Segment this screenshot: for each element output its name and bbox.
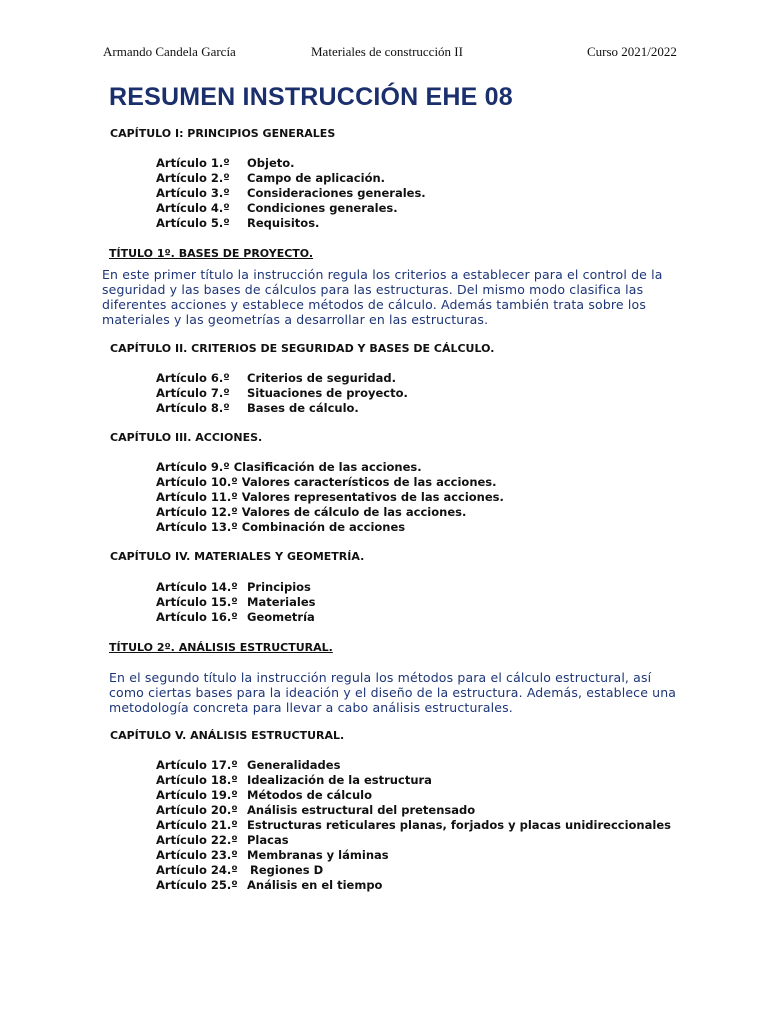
article-row [156,520,405,535]
article-title: Idealización de la estructura [247,773,432,787]
article-number: Artículo 18.º [156,773,238,787]
article-number: Artículo 14.º [156,580,238,594]
article-number: Artículo 12.º [156,505,238,519]
article-number: Artículo 24.º [156,863,238,877]
article-row [156,610,315,625]
article-row [156,386,408,401]
article-row [156,818,671,833]
document-title: RESUMEN INSTRUCCIÓN EHE 08 [109,83,513,111]
title-2-paragraph [109,670,689,715]
article-number: Artículo 19.º [156,788,238,802]
article-number: Artículo 25.º [156,878,238,892]
chapter-1-heading: CAPÍTULO I: PRINCIPIOS GENERALES [110,127,336,140]
article-title: Bases de cálculo. [247,401,359,415]
article-number: Artículo 11.º [156,490,238,504]
article-title: Valores representativos de las acciones. [241,490,504,504]
article-number: Artículo 1.º [156,156,230,170]
article-number: Artículo 4.º [156,201,230,215]
article-row [156,833,289,848]
chapter-2-heading: CAPÍTULO II. CRITERIOS DE SEGURIDAD Y BASES DE CÁLCULO. [110,342,495,355]
paragraph-line: En el segundo título la instrucción regula los métodos para el cálculo estructural, así [109,670,652,685]
article-number: Artículo 10.º [156,475,238,489]
article-row [156,505,466,520]
chapter-3-heading: CAPÍTULO III. ACCIONES. [110,431,263,444]
article-title: Geometría [247,610,315,624]
paragraph-line: como ciertas bases para la ideación y el diseño de la estructura. Además, establece una [109,685,677,700]
article-row [156,401,359,416]
article-row [156,878,382,893]
article-row [156,460,422,475]
article-number: Artículo 23.º [156,848,238,862]
title-2-heading: TÍTULO 2º. ANÁLISIS ESTRUCTURAL. [109,641,333,654]
paragraph-line: seguridad y las bases de cálculos para las estructuras. Del mismo modo clasifica las [102,282,644,297]
article-row [156,216,319,231]
chapter-4-heading: CAPÍTULO IV. MATERIALES Y GEOMETRÍA. [110,550,365,563]
article-number: Artículo 5.º [156,216,230,230]
article-row [156,490,504,505]
article-row [156,803,475,818]
article-title: Clasificación de las acciones. [233,460,422,474]
article-row [156,371,396,386]
article-title: Valores de cálculo de las acciones. [241,505,467,519]
article-row [156,595,315,610]
article-number: Artículo 9.º [156,460,230,474]
paragraph-line: diferentes acciones y establece métodos de cálculo. Además también trata sobre los [102,297,646,312]
article-number: Artículo 7.º [156,386,230,400]
article-title: Combinación de acciones [241,520,406,534]
paragraph-line: metodología concreta para llevar a cabo análisis estructurales. [109,700,513,715]
paragraph-line: En este primer título la instrucción regula los criterios a establecer para el control de la [102,267,663,282]
article-row [156,171,385,186]
article-number: Artículo 8.º [156,401,230,415]
article-row [156,156,295,171]
article-row [156,186,426,201]
article-title: Principios [247,580,311,594]
article-row [156,788,372,803]
article-title: Generalidades [247,758,341,772]
article-number: Artículo 13.º [156,520,238,534]
article-row [156,863,323,878]
article-title: Requisitos. [247,216,320,230]
title-1-paragraph [102,267,682,327]
article-row [156,475,497,490]
title-1-heading: TÍTULO 1º. BASES DE PROYECTO. [109,247,314,260]
article-title: Métodos de cálculo [247,788,373,802]
article-title: Análisis estructural del pretensado [247,803,476,817]
article-title: Valores característicos de las acciones. [241,475,497,489]
article-title: Campo de aplicación. [247,171,386,185]
article-row [156,773,432,788]
article-row [156,758,340,773]
article-title: Placas [247,833,289,847]
article-number: Artículo 15.º [156,595,238,609]
article-title: Objeto. [247,156,295,170]
header-course: Curso 2021/2022 [587,44,677,59]
header-subject: Materiales de construcción II [311,44,463,59]
article-row [156,201,398,216]
article-title: Situaciones de proyecto. [247,386,408,400]
article-number: Artículo 22.º [156,833,238,847]
article-title: Análisis en el tiempo [247,878,383,892]
article-row [156,580,311,595]
article-title: Consideraciones generales. [247,186,426,200]
article-number: Artículo 2.º [156,171,230,185]
article-number: Artículo 17.º [156,758,238,772]
article-title: Condiciones generales. [247,201,398,215]
article-number: Artículo 21.º [156,818,238,832]
article-title: Estructuras reticulares planas, forjados y placas unidireccionales [247,818,671,832]
article-number: Artículo 16.º [156,610,238,624]
article-title: Regiones D [250,863,324,877]
article-number: Artículo 20.º [156,803,238,817]
article-number: Artículo 3.º [156,186,230,200]
article-title: Materiales [247,595,316,609]
paragraph-line: materiales y las geometrías a desarrollar en las estructuras. [102,312,489,327]
header-author: Armando Candela García [103,44,236,59]
article-number: Artículo 6.º [156,371,230,385]
chapter-5-heading: CAPÍTULO V. ANÁLISIS ESTRUCTURAL. [110,729,345,742]
article-title: Membranas y láminas [247,848,389,862]
article-row [156,848,389,863]
article-title: Criterios de seguridad. [247,371,397,385]
